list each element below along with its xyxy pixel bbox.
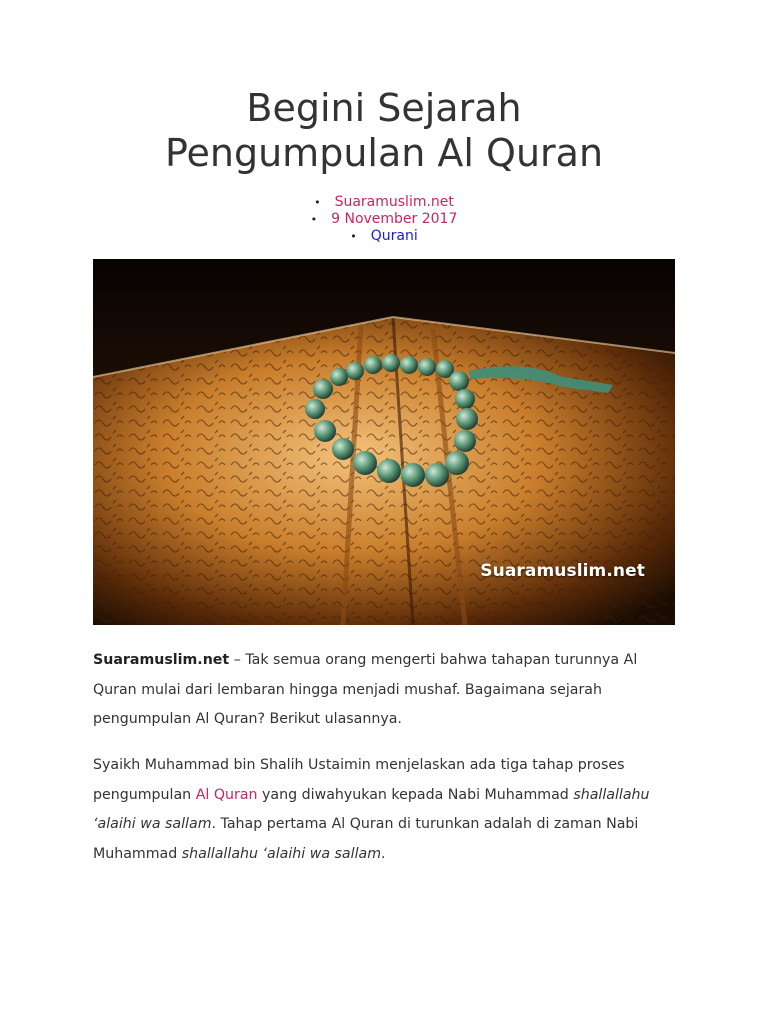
paragraph-1-lead: Suaramuslim.net bbox=[93, 652, 230, 668]
meta-author bbox=[0, 194, 768, 211]
date-link[interactable]: 9 November 2017 bbox=[331, 211, 458, 227]
title-line-1: Begini Sejarah bbox=[246, 86, 522, 130]
article-meta-list bbox=[0, 194, 768, 245]
title-line-2: Pengumpulan Al Quran bbox=[164, 131, 604, 175]
paragraph-2-part1: Syaikh Muhammad bin Shalih Ustaimin menjelaskan ada tiga tahap proses pengumpulan bbox=[93, 757, 625, 803]
hero-watermark: Suaramuslim.net bbox=[480, 561, 645, 581]
author-link[interactable]: Suaramuslim.net bbox=[334, 194, 454, 210]
paragraph-2-part2: yang diwahyukan kepada Nabi Muhammad bbox=[257, 786, 574, 803]
honorific-2: shallallahu ‘alaihi wa sallam bbox=[181, 845, 382, 862]
meta-date bbox=[0, 211, 768, 228]
hero-image bbox=[93, 259, 675, 625]
paragraph-1 bbox=[93, 646, 683, 735]
category-link[interactable]: Qurani bbox=[370, 228, 418, 244]
paragraph-2 bbox=[93, 751, 683, 869]
paragraph-2-part3: . Tahap pertama Al Quran di turunkan adalah di zaman Nabi Muhammad bbox=[93, 816, 639, 862]
paragraph-2-part4: . bbox=[381, 845, 386, 862]
bullet-icon: • bbox=[350, 230, 357, 243]
honorific-1: shallallahu ‘alaihi wa sallam bbox=[93, 786, 650, 832]
paragraph-1-text: – Tak semua orang mengerti bahwa tahapan turunnya Al Quran mulai dari lembaran hingga menjadi mushaf. Bagaimana sejarah pengumpulan Al Quran? Berikut ulasannya. bbox=[93, 652, 638, 727]
meta-category bbox=[0, 228, 768, 245]
bullet-icon: • bbox=[310, 213, 318, 226]
al-quran-link[interactable]: Al Quran bbox=[195, 786, 258, 803]
article-title bbox=[60, 86, 708, 176]
bullet-icon: • bbox=[314, 196, 321, 209]
